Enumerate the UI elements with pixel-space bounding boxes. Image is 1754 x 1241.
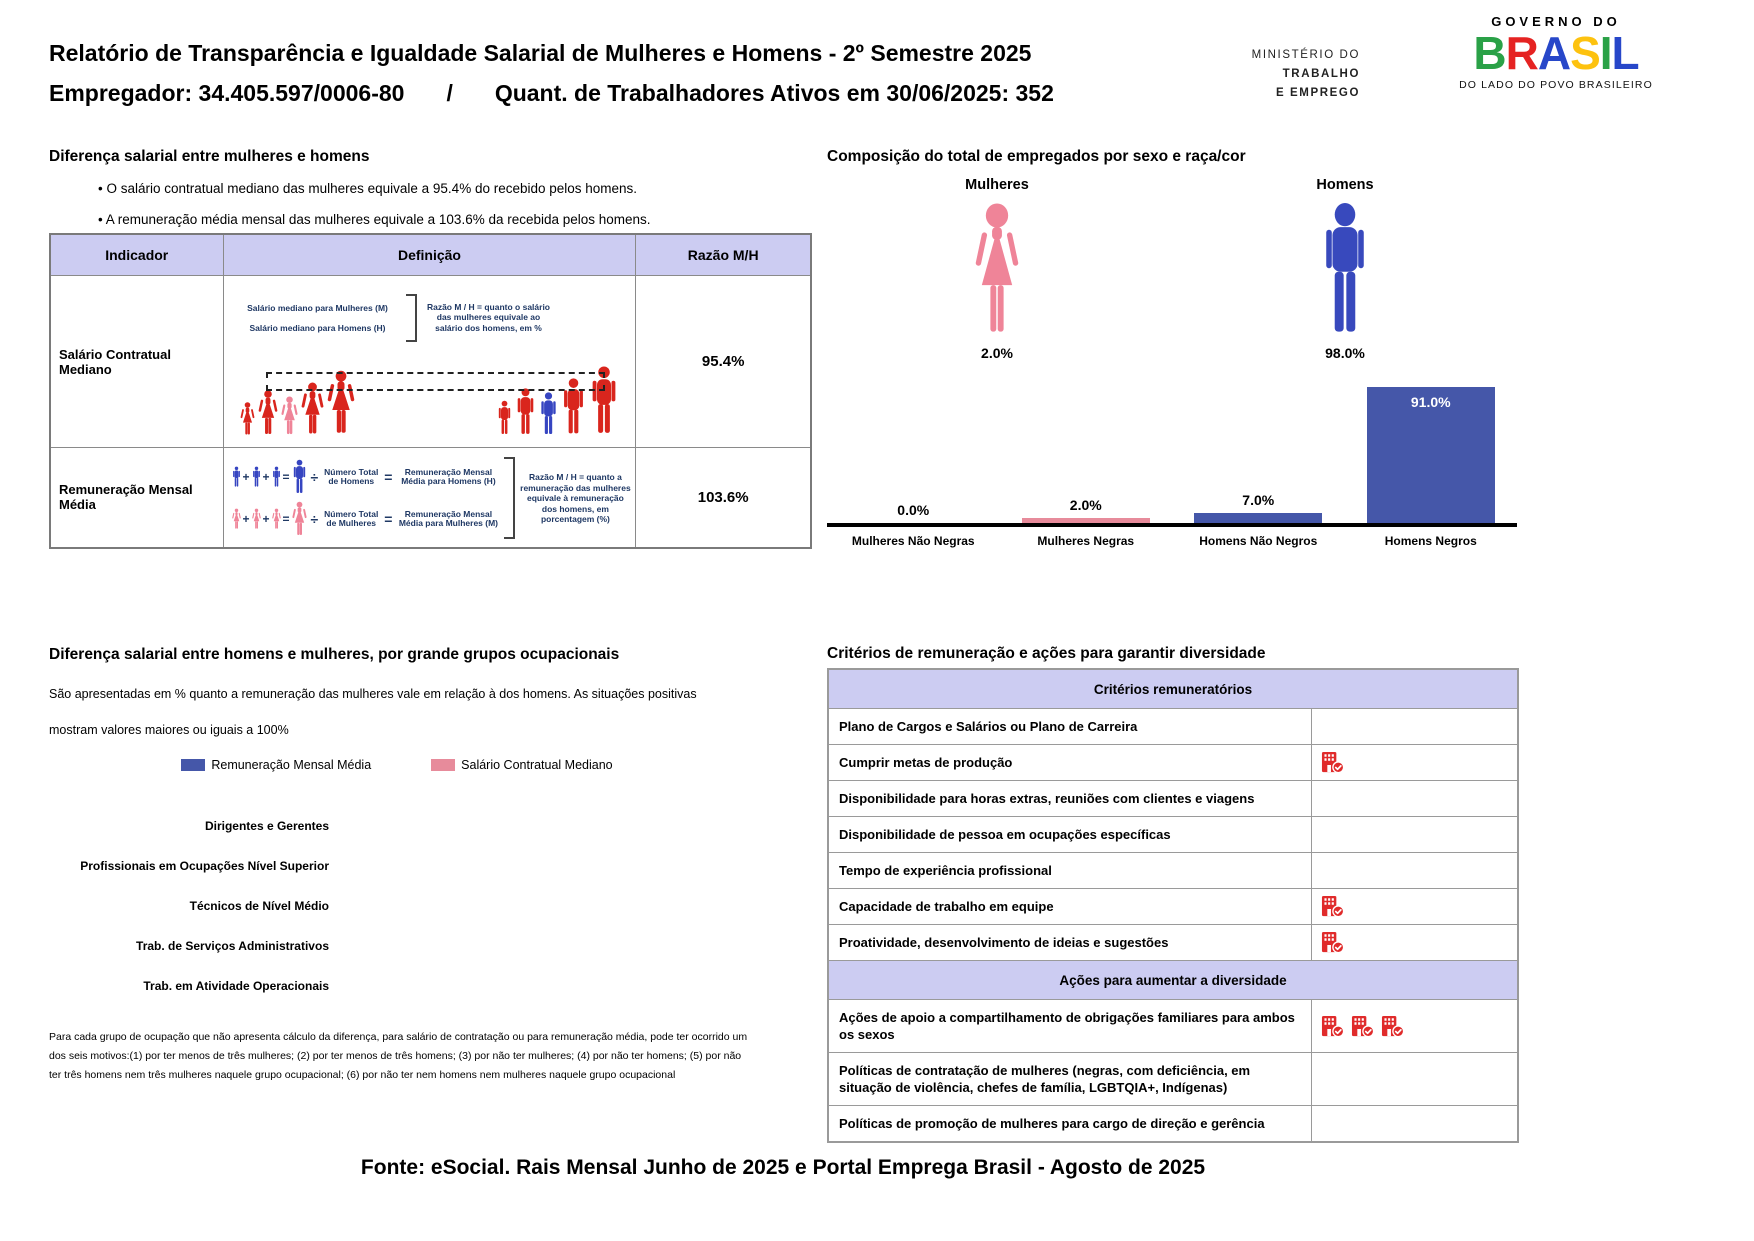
woman-figure-icon	[258, 390, 278, 436]
occupational-category-label: Profissionais em Ocupações Nível Superior	[80, 859, 329, 873]
equals-sign: =	[384, 511, 393, 528]
criteria-row	[828, 745, 1518, 781]
criteria-status-cell	[1311, 709, 1518, 745]
woman-figure-icon	[272, 508, 281, 530]
salary-diff-bullets	[98, 173, 651, 235]
legend-item-median-salary	[431, 758, 612, 772]
woman-figure-icon	[232, 508, 241, 530]
man-figure-icon	[497, 400, 512, 436]
occupational-category-label: Técnicos de Nível Médio	[189, 899, 329, 913]
category-label: Mulheres Não Negras	[851, 534, 975, 548]
criteria-label: Proatividade, desenvolvimento de ideias e sugestões	[828, 925, 1311, 961]
criteria-row	[828, 709, 1518, 745]
criteria-label: Ações de apoio a compartilhamento de obrigações familiares para ambos os sexos	[828, 1000, 1311, 1053]
criteria-row	[828, 889, 1518, 925]
brasil-letter: S	[1570, 27, 1600, 79]
plus-sign: +	[262, 470, 270, 485]
man-figure-icon	[232, 466, 241, 488]
plus-sign: +	[242, 512, 250, 527]
category-label: Homens Não Negros	[1199, 534, 1318, 548]
men-label: Homens	[1316, 177, 1374, 193]
bar-value-label: 2.0%	[1069, 497, 1102, 513]
table-row-median-salary	[50, 276, 811, 448]
women-percentage: 2.0%	[981, 345, 1013, 361]
brasil-letter: R	[1505, 27, 1538, 79]
occupational-description: São apresentadas em % quanto a remuneração das mulheres vale em relação à dos homens. As situações positivas mostram valores maiores ou iguais a 100%	[49, 687, 697, 737]
plus-sign: +	[242, 470, 250, 485]
bar-value-label: 0.0%	[897, 502, 930, 518]
salary-diff-heading: Diferença salarial entre mulheres e homens	[49, 148, 370, 165]
plus-sign: +	[262, 512, 270, 527]
criteria-row	[828, 925, 1518, 961]
ministry-logo-text: MINISTÉRIO DO TRABALHO E EMPREGO	[1251, 49, 1360, 99]
man-figure-icon	[292, 459, 307, 495]
criteria-status-cell	[1311, 1000, 1518, 1053]
brasil-letter: I	[1599, 27, 1612, 79]
composition-bar	[1022, 518, 1150, 523]
median-women-label: Salário mediano para Mulheres (M)	[247, 302, 388, 313]
bar-slot	[1000, 497, 1173, 523]
women-figures-sum	[232, 501, 307, 537]
brasil-letter: L	[1611, 27, 1639, 79]
company-check-icon	[1320, 895, 1345, 918]
criteria-heading: Critérios de remuneração e ações para garantir diversidade	[827, 645, 1266, 662]
formula-women	[232, 501, 501, 537]
gov-logo-slogan: DO LADO DO POVO BRASILEIRO	[1459, 79, 1653, 91]
bullet-median-salary: • O salário contratual mediano das mulheres equivale a 95.4% do recebido pelos homens.	[98, 173, 651, 204]
bar-slot	[1172, 492, 1345, 524]
criteria-label: Capacidade de trabalho em equipe	[828, 889, 1311, 925]
table-row-average-pay	[50, 448, 811, 548]
company-check-icon	[1380, 1015, 1405, 1038]
criteria-label: Cumprir metas de produção	[828, 745, 1311, 781]
criteria-row	[828, 1106, 1518, 1143]
occupational-categories	[29, 806, 329, 1006]
occupational-legend	[49, 758, 745, 772]
women-total-label: Número Total de Mulheres	[324, 508, 379, 529]
women-group	[917, 177, 1077, 361]
criteria-label: Disponibilidade de pessoa em ocupações específicas	[828, 817, 1311, 853]
report-subtitle	[49, 80, 1054, 107]
company-check-icon	[1320, 1015, 1345, 1038]
criteria-status-cell	[1311, 889, 1518, 925]
col-header-indicador: Indicador	[50, 234, 223, 276]
female-icon	[970, 203, 1024, 337]
criteria-section-title: Ações para aumentar a diversidade	[828, 961, 1518, 1000]
men-group	[1265, 177, 1425, 361]
brasil-wordmark	[1388, 29, 1724, 77]
col-header-razao-mh: Razão M/H	[636, 234, 811, 276]
criteria-status-cell	[1311, 781, 1518, 817]
col-header-definicao: Definição	[223, 234, 636, 276]
bullet-average-pay: • A remuneração média mensal das mulheres equivale a 103.6% da recebida pelos homens.	[98, 204, 651, 235]
criteria-row	[828, 817, 1518, 853]
ratio-definition-note: Razão M / H = quanto a remuneração das mulheres equivale à remuneração dos homens, em porcentagem (%)	[520, 472, 631, 524]
table-header-row	[50, 234, 811, 276]
indicator-label: Remuneração Mensal Média	[50, 448, 223, 548]
male-icon	[1318, 203, 1372, 337]
legend-label: Salário Contratual Mediano	[461, 758, 613, 772]
governo-do-brasil-logo	[1388, 14, 1724, 91]
blue-legend-swatch	[181, 759, 205, 771]
bar-slot	[1345, 387, 1518, 524]
composition-bar	[1367, 387, 1495, 524]
composition-bar-chart	[827, 360, 1517, 548]
criteria-section-title: Critérios remuneratórios	[828, 669, 1518, 709]
pink-legend-swatch	[431, 759, 455, 771]
report-title: Relatório de Transparência e Igualdade Salarial de Mulheres e Homens - 2º Semestre 2025	[49, 40, 1032, 66]
people-pictogram	[240, 344, 620, 442]
divide-sign: ÷	[310, 511, 319, 528]
bars-area	[827, 360, 1517, 523]
occupational-category-label: Dirigentes e Gerentes	[204, 819, 329, 833]
criteria-label: Plano de Cargos e Salários ou Plano de Carreira	[828, 709, 1311, 745]
occupational-heading: Diferença salarial entre homens e mulheres, por grande grupos ocupacionais	[49, 646, 620, 663]
criteria-table	[827, 668, 1519, 1143]
men-figures-sum	[232, 459, 307, 495]
criteria-row	[828, 781, 1518, 817]
criteria-status-cell	[1311, 925, 1518, 961]
occupational-category-label: Trab. em Atividade Operacionais	[143, 979, 329, 993]
company-check-icon	[1350, 1015, 1375, 1038]
bracket-shape	[406, 294, 417, 342]
criteria-label: Políticas de contratação de mulheres (negras, com deficiência, em situação de violência, chefes de família, LGBTQIA+, Indígenas)	[828, 1053, 1311, 1106]
woman-figure-icon	[281, 396, 298, 436]
employer-id: Empregador: 34.405.597/0006-80	[49, 80, 405, 106]
ratio-definition-note: Razão M / H = quanto o salário das mulheres equivale ao salário dos homens, em %	[426, 301, 551, 333]
women-label: Mulheres	[965, 177, 1029, 193]
criteria-row	[828, 853, 1518, 889]
equals-sign: =	[384, 469, 393, 486]
company-check-icon	[1320, 931, 1345, 954]
woman-figure-icon	[252, 508, 261, 530]
criteria-row	[828, 1053, 1518, 1106]
divide-sign: ÷	[310, 469, 319, 486]
company-check-icon	[1320, 751, 1345, 774]
criteria-status-cell	[1311, 853, 1518, 889]
bar-value-label: 7.0%	[1242, 491, 1275, 508]
criteria-status-cell	[1311, 1106, 1518, 1143]
composition-bar	[1194, 513, 1322, 524]
definition-cell	[223, 448, 636, 548]
category-labels-row	[827, 527, 1517, 548]
criteria-row	[828, 1000, 1518, 1053]
occupational-category-label: Trab. de Serviços Administrativos	[136, 939, 329, 953]
criteria-status-cell	[1311, 745, 1518, 781]
category-label: Mulheres Negras	[1037, 534, 1135, 548]
brasil-letter: B	[1473, 27, 1506, 79]
criteria-status-cell	[1311, 817, 1518, 853]
equals-sign: =	[282, 512, 290, 527]
composition-heading: Composição do total de empregados por sexo e raça/cor	[827, 148, 1246, 165]
criteria-label: Disponibilidade para horas extras, reuniões com clientes e viagens	[828, 781, 1311, 817]
man-figure-icon	[272, 466, 281, 488]
men-percentage: 98.0%	[1325, 345, 1365, 361]
gov-logo-top-text: GOVERNO DO	[1491, 14, 1621, 29]
bar-value-label: 91.0%	[1410, 393, 1451, 410]
criteria-section-header	[828, 961, 1518, 1000]
dashed-comparison-box	[266, 372, 606, 391]
salary-indicators-table	[49, 233, 812, 549]
criteria-label: Tempo de experiência profissional	[828, 853, 1311, 889]
man-figure-icon	[252, 466, 261, 488]
criteria-status-cell	[1311, 1053, 1518, 1106]
men-total-label: Número Total de Homens	[324, 466, 379, 487]
man-figure-icon	[539, 392, 558, 436]
active-workers-count: Quant. de Trabalhadores Ativos em 30/06/2025: 352	[494, 80, 1054, 106]
woman-figure-icon	[240, 402, 255, 436]
definition-cell	[223, 276, 636, 448]
ratio-value: 95.4%	[636, 276, 811, 448]
legend-item-average-pay	[181, 758, 371, 772]
source-footer: Fonte: eSocial. Rais Mensal Junho de 2025 e Portal Emprega Brasil - Agosto de 2025	[360, 1156, 1206, 1179]
occupational-footnote: Para cada grupo de ocupação que não apresenta cálculo da diferença, para salário de contratação ou para remuneração média, pode ter ocorrido um dos seis motivos:(1) por ter menos de três mulheres; (2) por ter menos de três homens; (3) por não ter mulheres; (4) por não ter homens; (5) por não ter três homens nem três mulheres naquele grupo ocupacional; (6) por não ter nem homens nem mulheres naquele grupo ocupacional	[49, 1031, 748, 1081]
women-avg-pay-label: Remuneração Mensal Média para Mulheres (M)	[398, 508, 499, 529]
criteria-section-header	[828, 669, 1518, 709]
criteria-label: Políticas de promoção de mulheres para cargo de direção e gerência	[828, 1106, 1311, 1143]
formula-men	[232, 459, 501, 495]
category-label: Homens Negros	[1384, 534, 1477, 548]
woman-figure-icon	[292, 501, 307, 537]
bar-slot	[827, 502, 1000, 523]
man-figure-icon	[515, 388, 536, 436]
equals-sign: =	[282, 470, 290, 485]
median-men-label: Salário mediano para Homens (H)	[249, 322, 386, 333]
men-avg-pay-label: Remuneração Mensal Média para Homens (H)	[401, 466, 496, 487]
indicator-label: Salário Contratual Mediano	[50, 276, 223, 448]
legend-label: Remuneração Mensal Média	[211, 758, 372, 772]
bracket-shape	[504, 457, 515, 539]
brasil-letter: A	[1537, 27, 1571, 79]
ratio-value: 103.6%	[636, 448, 811, 548]
separator-slash: /	[446, 80, 453, 106]
